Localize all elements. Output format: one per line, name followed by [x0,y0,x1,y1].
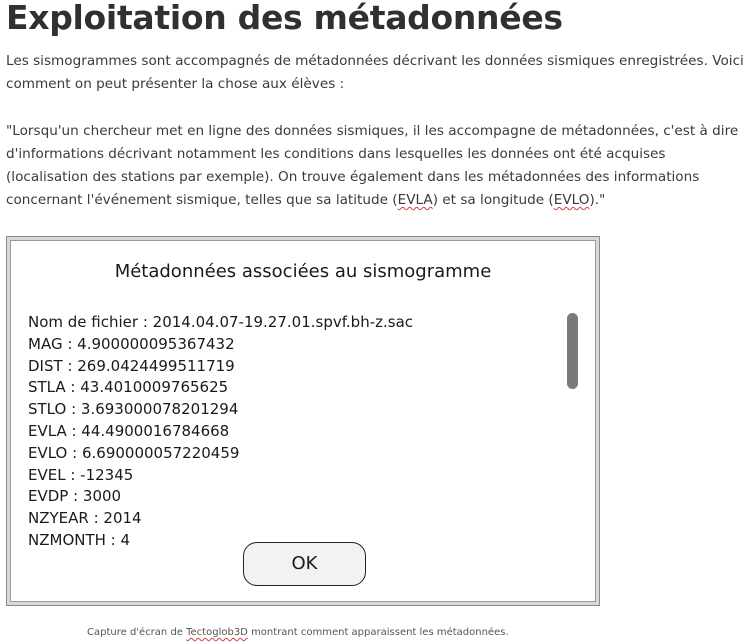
quote-line-4-end: )." [589,192,606,208]
metadata-filename: Nom de fichier : 2014.04.07-19.27.01.spvf.bh-z.sac [28,313,414,331]
caption-end: montrant comment apparaissent les métadonnées. [247,627,509,638]
metadata-evla: EVLA : 44.4900016784668 [28,421,230,440]
metadata-stla: STLA : 43.4010009765625 [28,378,229,397]
caption-app-name: Tectoglob3D [186,627,248,638]
evla-term: EVLA [397,192,433,208]
quote-paragraph [6,120,738,212]
quote-line-2: d'informations décrivant notamment les conditions dans lesquelles les données ont été acquises [6,146,666,162]
caption-start: Capture d'écran de [87,627,187,638]
figure-caption [87,627,509,638]
intro-line-1: Les sismogrammes sont accompagnés de métadonnées décrivant les données sismiques enregistrées. Voici [6,53,744,69]
dialog-title: Métadonnées associées au sismogramme [114,261,492,282]
intro-line-2: comment on peut présenter la chose aux élèves : [6,76,345,92]
screenshot-figure [6,236,600,606]
metadata-evlo: EVLO : 6.690000057220459 [28,443,240,462]
intro-paragraph [6,50,744,96]
metadata-mag: MAG : 4.900000095367432 [28,334,235,353]
metadata-dialog [10,240,596,602]
metadata-nzyear: NZYEAR : 2014 [28,509,142,528]
evlo-term: EVLO [553,192,590,208]
quote-line-4-start: concernant l'événement sismique, telles que sa latitude ( [6,192,398,208]
quote-line-3: (localisation des stations par exemple). On trouve également dans les métadonnées des informations [6,169,700,185]
metadata-list[interactable] [28,312,548,549]
quote-line-1: "Lorsqu'un chercheur met en ligne des données sismiques, il les accompagne de métadonnées, c'est à dire [6,123,739,139]
metadata-stlo: STLO : 3.693000078201294 [28,400,239,419]
quote-line-4-middle: ) et sa longitude ( [432,192,554,208]
metadata-nzmonth: NZMONTH : 4 [28,530,131,549]
ok-button[interactable]: OK [243,542,366,586]
metadata-evel: EVEL : -12345 [28,465,134,484]
metadata-dist: DIST : 269.0424499511719 [28,356,235,375]
scrollbar-thumb[interactable] [567,313,578,389]
page-title: Exploitation des métadonnées [6,0,563,37]
metadata-evdp: EVDP : 3000 [28,487,122,506]
quote-line-4 [6,189,738,212]
